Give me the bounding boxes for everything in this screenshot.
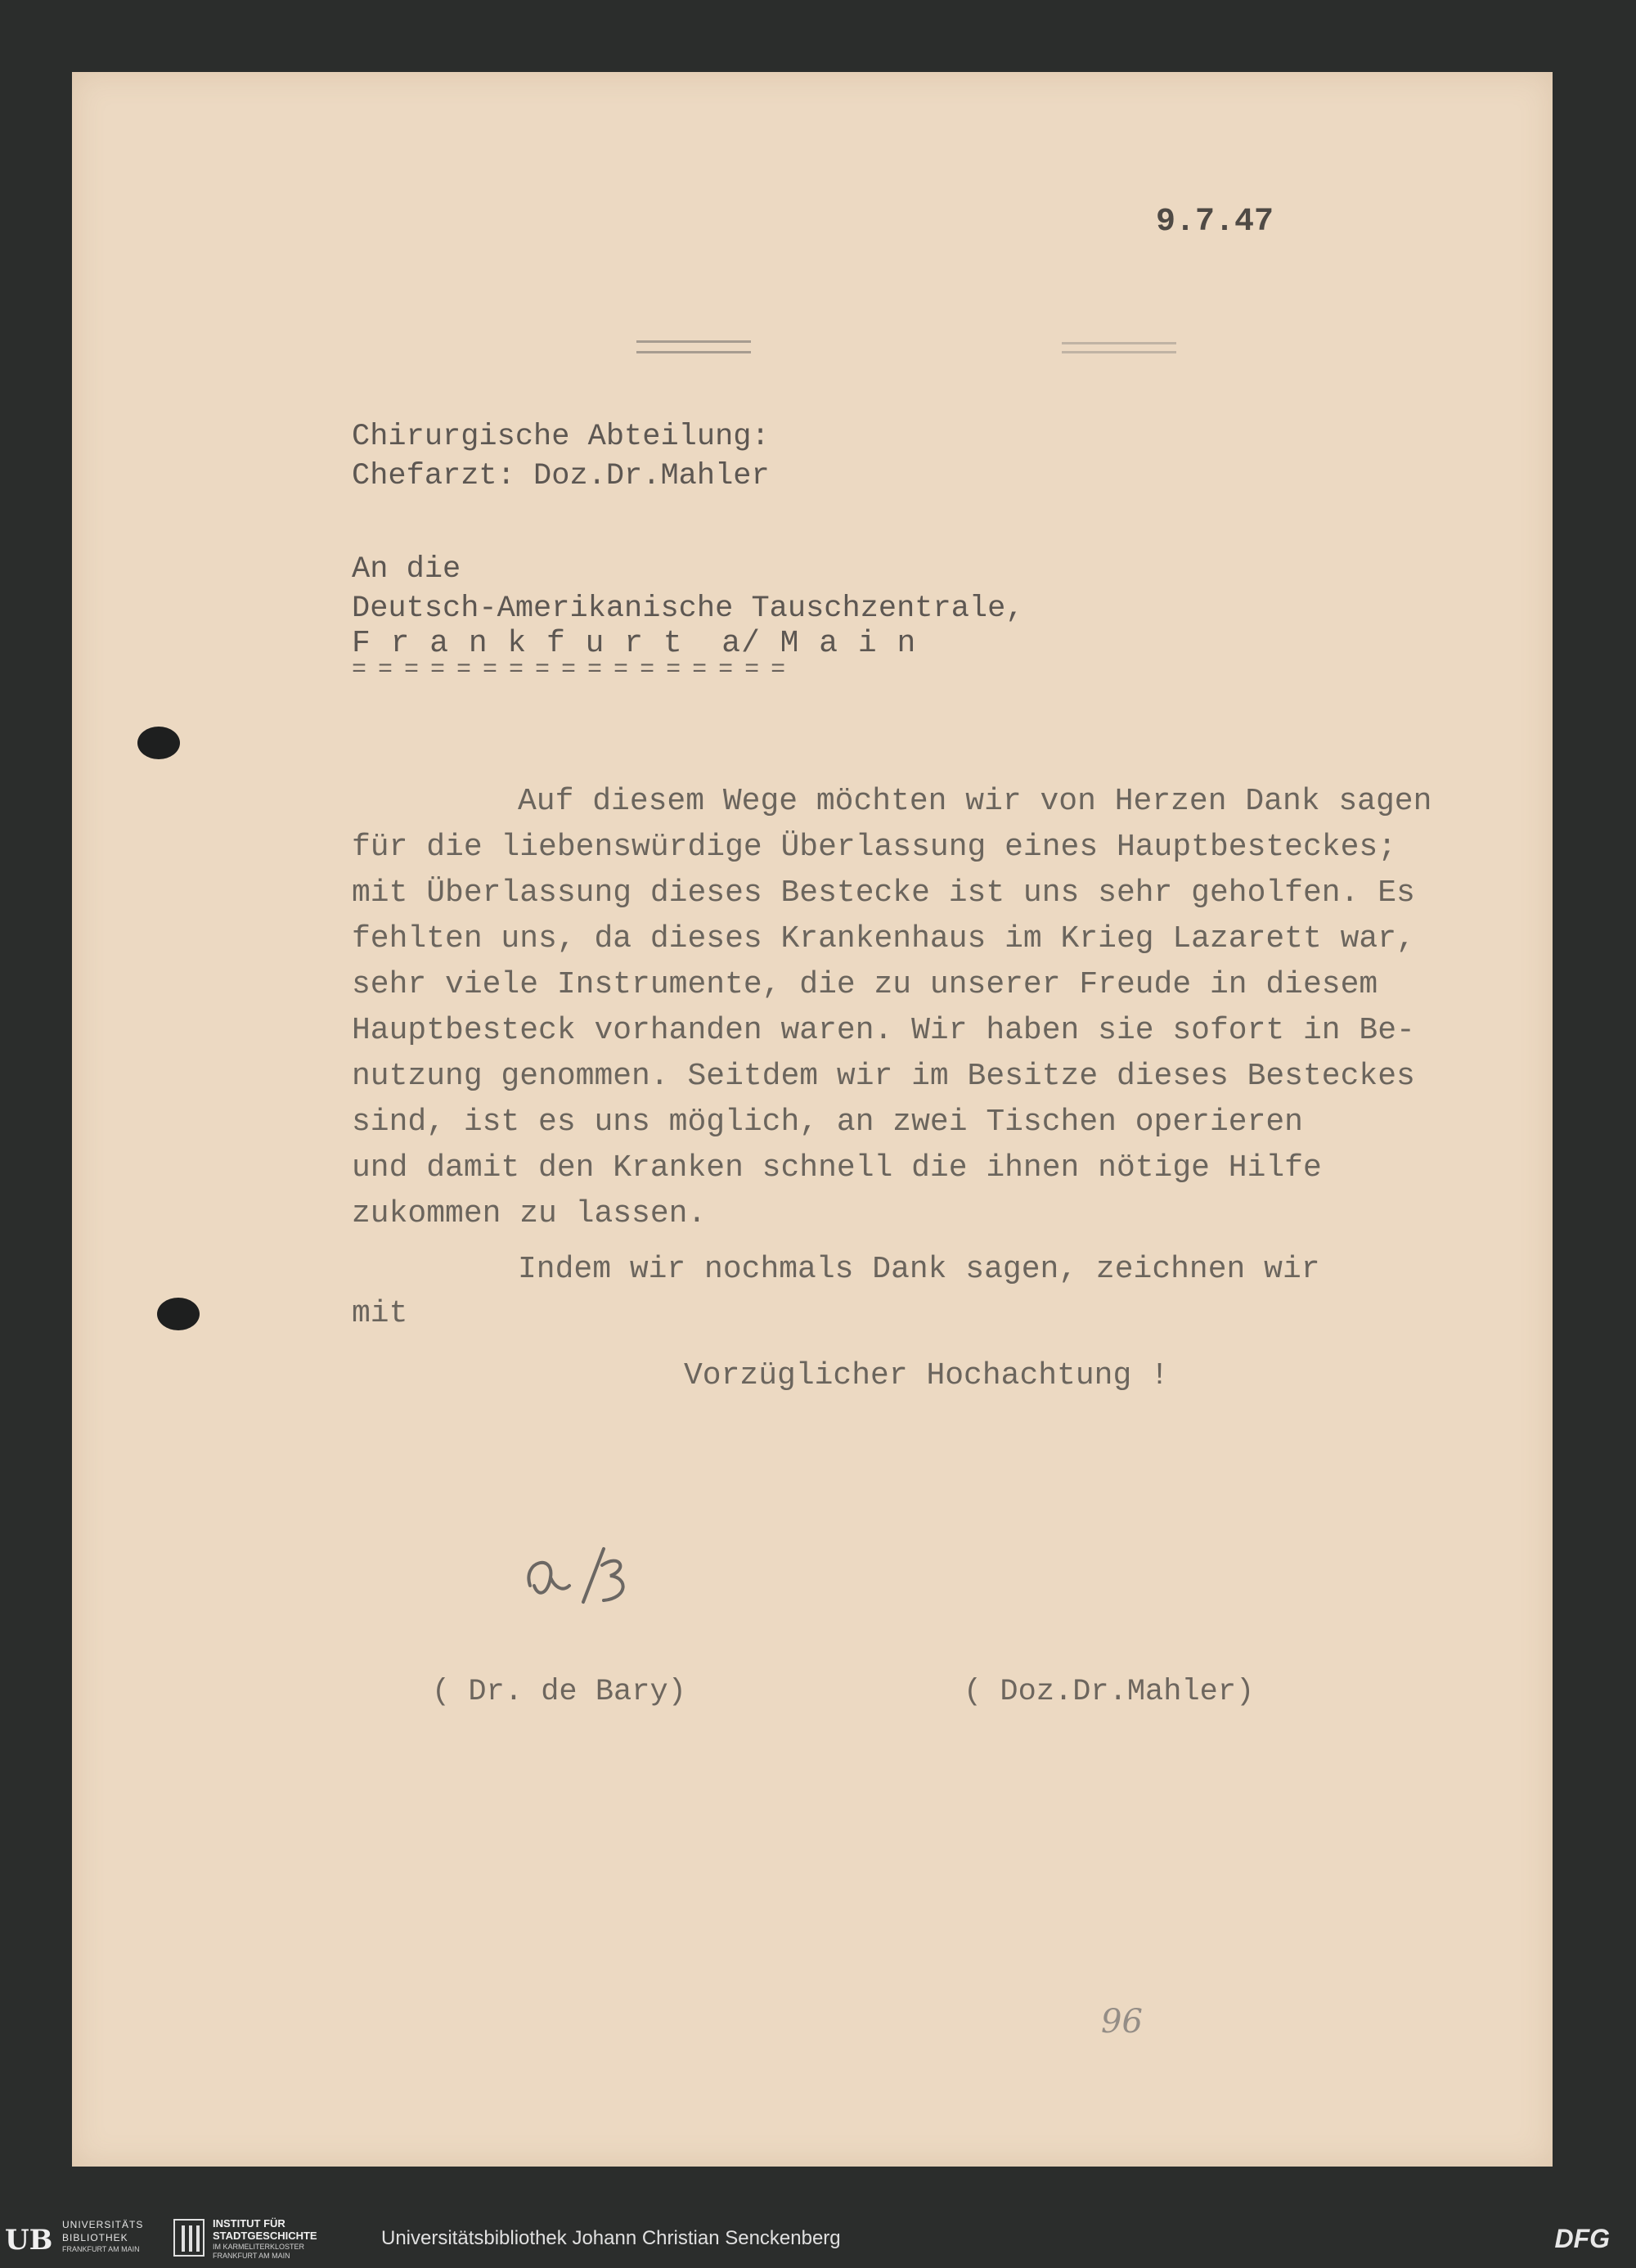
header-rule-left (636, 340, 751, 353)
recipient-organization: Deutsch-Amerikanische Tauschzentrale, (352, 592, 1024, 626)
recipient-line1: An die (352, 552, 461, 587)
body-line-12: mit (352, 1296, 408, 1331)
ub-logo-line2: BIBLIOTHEK (62, 2232, 128, 2243)
punch-hole-top (137, 727, 180, 759)
body-line-2: für die liebenswürdige Überlassung eines Hauptbesteckes; (352, 830, 1397, 865)
document-page (72, 72, 1553, 2167)
punch-hole-bottom (157, 1298, 200, 1330)
body-line-1: Auf diesem Wege möchten wir von Herzen Dank sagen (518, 784, 1432, 819)
ub-logo-line1: UNIVERSITÄTS (62, 2219, 144, 2230)
handwritten-initials (506, 1528, 669, 1618)
isg-logo-emblem (173, 2219, 204, 2257)
body-line-4: fehlten uns, da dieses Krankenhaus im Krieg Lazarett war, (352, 921, 1415, 956)
signature-graphic (506, 1528, 669, 1618)
isg-logo-line1: INSTITUT FÜR (213, 2217, 285, 2230)
signatory-right: ( Doz.Dr.Mahler) (964, 1675, 1255, 1709)
page-number: 96 (1101, 2003, 1143, 2041)
isg-logo-line3: IM KARMELITERKLOSTER (213, 2243, 305, 2251)
recipient-city-underline: = = = = = = = = = = = = = = = = = (352, 656, 784, 684)
library-name: Universitätsbibliothek Johann Christian Senckenberg (381, 2227, 841, 2249)
isg-logo (173, 2217, 370, 2260)
header-rule-right (1062, 342, 1176, 353)
signatory-left: ( Dr. de Bary) (432, 1675, 686, 1709)
body-line-3: mit Überlassung dieses Bestecke ist uns sehr geholfen. Es (352, 875, 1415, 911)
sender-chief: Chefarzt: Doz.Dr.Mahler (352, 459, 770, 493)
recipient-city: F r a n k f u r t a/ M a i n (352, 626, 917, 661)
body-line-9: und damit den Kranken schnell die ihnen nötige Hilfe (352, 1150, 1322, 1186)
body-line-11: Indem wir nochmals Dank sagen, zeichnen wir (518, 1252, 1320, 1287)
isg-logo-line4: FRANKFURT AM MAIN (213, 2252, 290, 2260)
body-line-8: sind, ist es uns möglich, an zwei Tischen operieren (352, 1105, 1303, 1140)
sender-department: Chirurgische Abteilung: (352, 420, 770, 454)
body-line-5: sehr viele Instrumente, die zu unserer Freude in diesem (352, 967, 1378, 1002)
ub-logo-line3: FRANKFURT AM MAIN (62, 2245, 140, 2253)
body-line-10: zukommen zu lassen. (352, 1196, 707, 1231)
closing-salutation: Vorzüglicher Hochachtung ! (684, 1358, 1169, 1393)
body-line-6: Hauptbesteck vorhanden waren. Wir haben sie sofort in Be- (352, 1013, 1415, 1048)
ub-logo-letters: UB (5, 2224, 53, 2257)
body-line-7: nutzung genommen. Seitdem wir im Besitze dieses Besteckes (352, 1059, 1415, 1094)
footer-bar (0, 2209, 1636, 2268)
dfg-logo: DFG (1554, 2224, 1610, 2253)
letter-date: 9.7.47 (1156, 204, 1274, 241)
ub-logo (3, 2217, 164, 2260)
isg-logo-line2: STADTGESCHICHTE (213, 2230, 317, 2242)
